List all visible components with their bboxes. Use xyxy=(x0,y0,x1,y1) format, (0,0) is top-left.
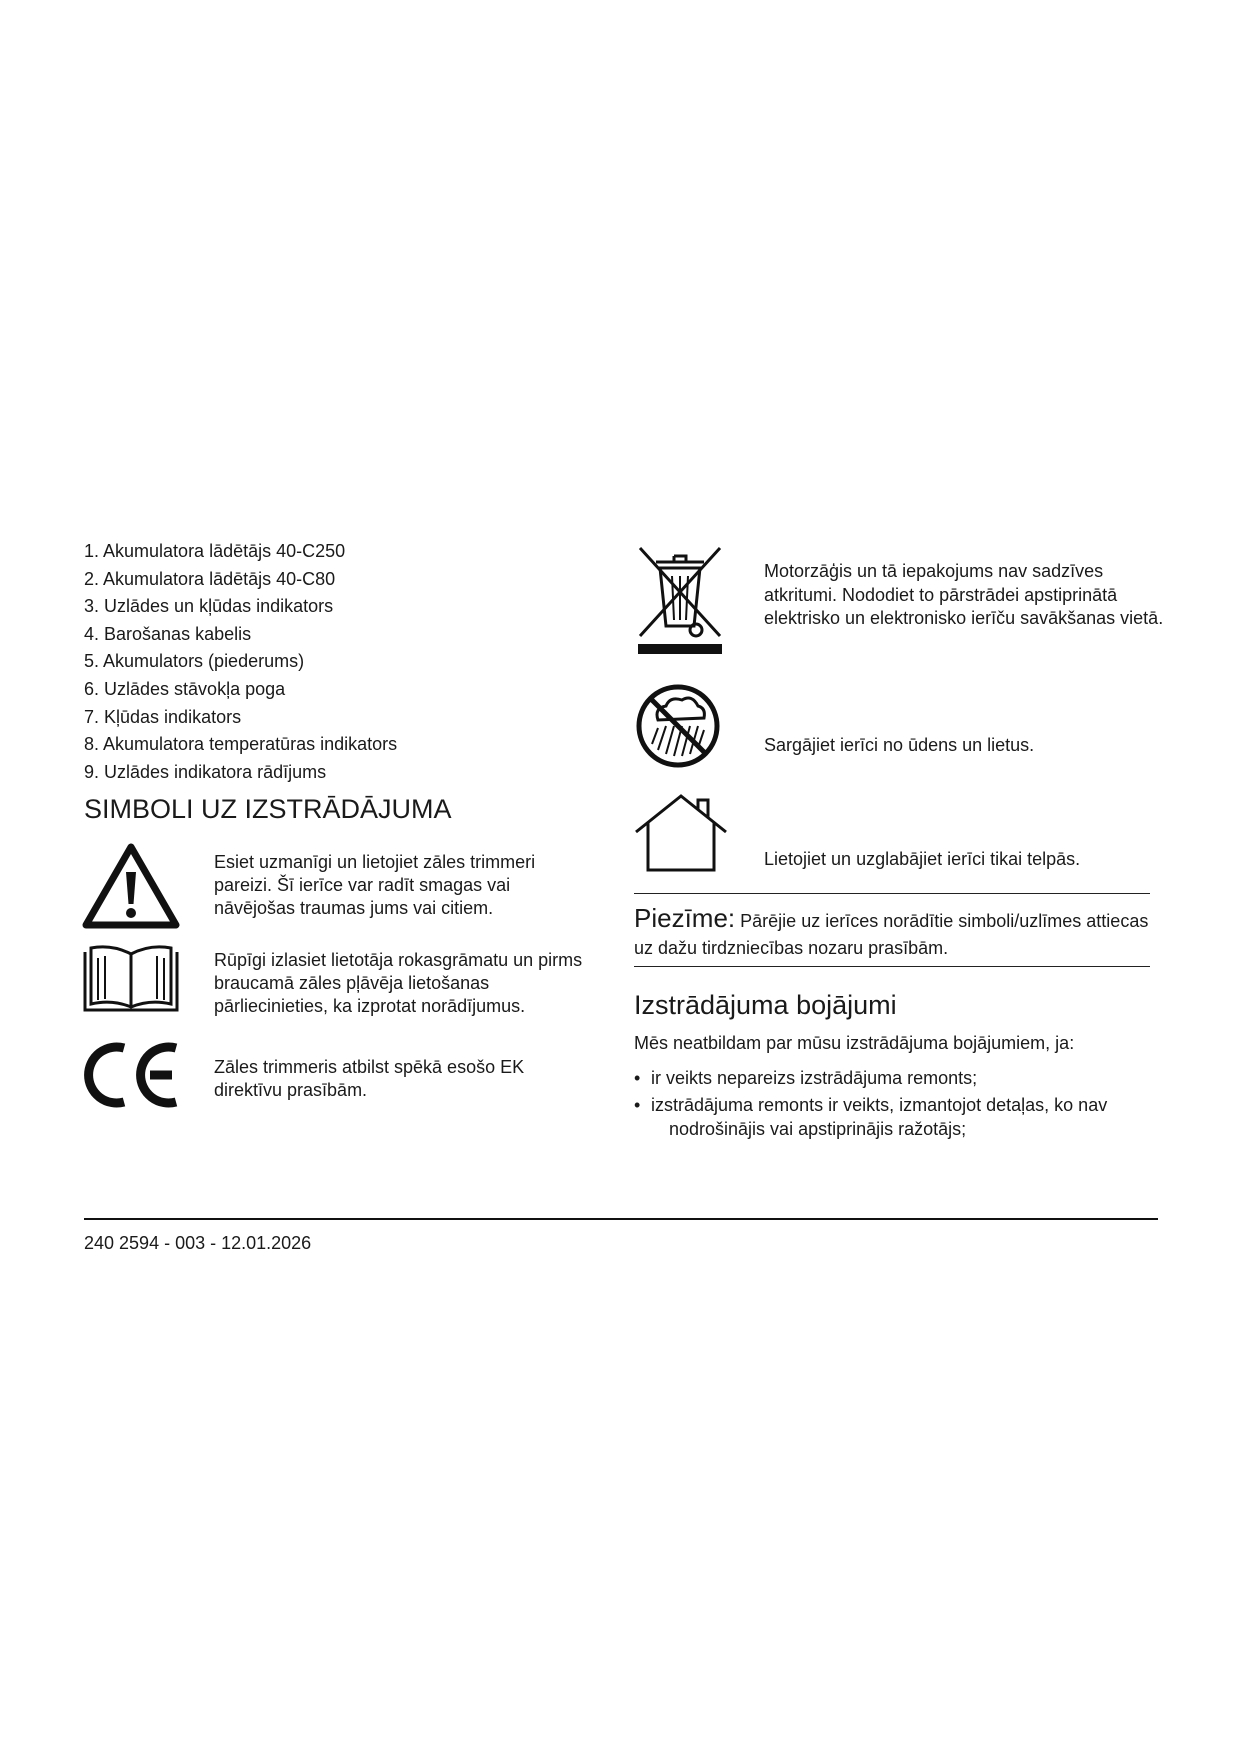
rain-symbol-text: Sargājiet ierīci no ūdens un lietus. xyxy=(764,735,1035,755)
note-paragraph xyxy=(634,905,1154,962)
house-symbol-text: Lietojiet un uzglabājiet ierīci tikai telpās. xyxy=(764,849,1081,869)
bullet-icon: • xyxy=(634,1095,641,1115)
list-item: 5. Akumulators (piederums) xyxy=(84,651,305,672)
damage-bullet-list xyxy=(634,1066,1154,1144)
list-item: 8. Akumulatora temperatūras indikators xyxy=(84,734,398,755)
damage-intro: Mēs neatbildam par mūsu izstrādājuma bojājumiem, ja: xyxy=(634,1033,1075,1053)
house-icon xyxy=(632,792,730,874)
list-item: • izstrādājuma remonts ir veikts, izmantojot detaļas, ko nav nodrošinājis vai apstiprinājis ražotājs; xyxy=(634,1095,1108,1139)
warning-triangle-icon xyxy=(82,842,180,930)
footer-doc-code: 240 2594 - 003 - 12.01.2026 xyxy=(84,1233,312,1253)
list-item: 3. Uzlādes un kļūdas indikators xyxy=(84,596,334,617)
note-label: Piezīme: xyxy=(634,903,736,933)
ce-symbol-text: Zāles trimmeris atbilst spēkā esošo EK direktīvu prasībām. xyxy=(214,1057,525,1100)
warning-symbol-text: Esiet uzmanīgi un lietojiet zāles trimmeri pareizi. Šī ierīce var radīt smagas vai nāvējošas traumas jums vai citiem. xyxy=(214,852,536,918)
divider xyxy=(634,893,1150,894)
crossed-bin-icon xyxy=(636,544,724,656)
list-item: 6. Uzlādes stāvokļa poga xyxy=(84,678,286,699)
list-item: 1. Akumulatora lādētājs 40-C250 xyxy=(84,541,346,561)
bullet-icon: • xyxy=(634,1068,641,1088)
parts-list xyxy=(84,538,397,786)
manual-symbol-text: Rūpīgi izlasiet lietotāja rokasgrāmatu un pirms braucamā zāles pļāvēja lietošanas pārliecinieties, ka izprotat norādījumus. xyxy=(214,950,583,1016)
no-rain-icon xyxy=(634,682,722,770)
divider xyxy=(634,966,1150,967)
manual-book-icon xyxy=(82,944,180,1014)
damage-heading: Izstrādājuma bojājumi xyxy=(634,990,897,1020)
symbols-heading: SIMBOLI UZ IZSTRĀDĀJUMA xyxy=(84,794,452,824)
ce-mark-icon xyxy=(82,1040,180,1110)
list-item: 9. Uzlādes indikatora rādījums xyxy=(84,761,327,782)
list-item: 2. Akumulatora lādētājs 40-C80 xyxy=(84,568,336,589)
list-item: • ir veikts nepareizs izstrādājuma remonts; xyxy=(634,1068,978,1088)
list-item: 7. Kļūdas indikators xyxy=(84,706,242,727)
footer-divider xyxy=(84,1218,1158,1220)
bin-symbol-text: Motorzāģis un tā iepakojums nav sadzīves atkritumi. Nododiet to pārstrādei apstiprinātā elektrisko un elektronisko ierīču savākšanas vietā. xyxy=(764,561,1164,628)
note-text: Pārējie uz ierīces norādītie simboli/uzlīmes attiecas uz dažu tirdzniecības nozaru prasībām. xyxy=(634,911,1149,958)
list-item: 4. Barošanas kabelis xyxy=(84,623,252,644)
